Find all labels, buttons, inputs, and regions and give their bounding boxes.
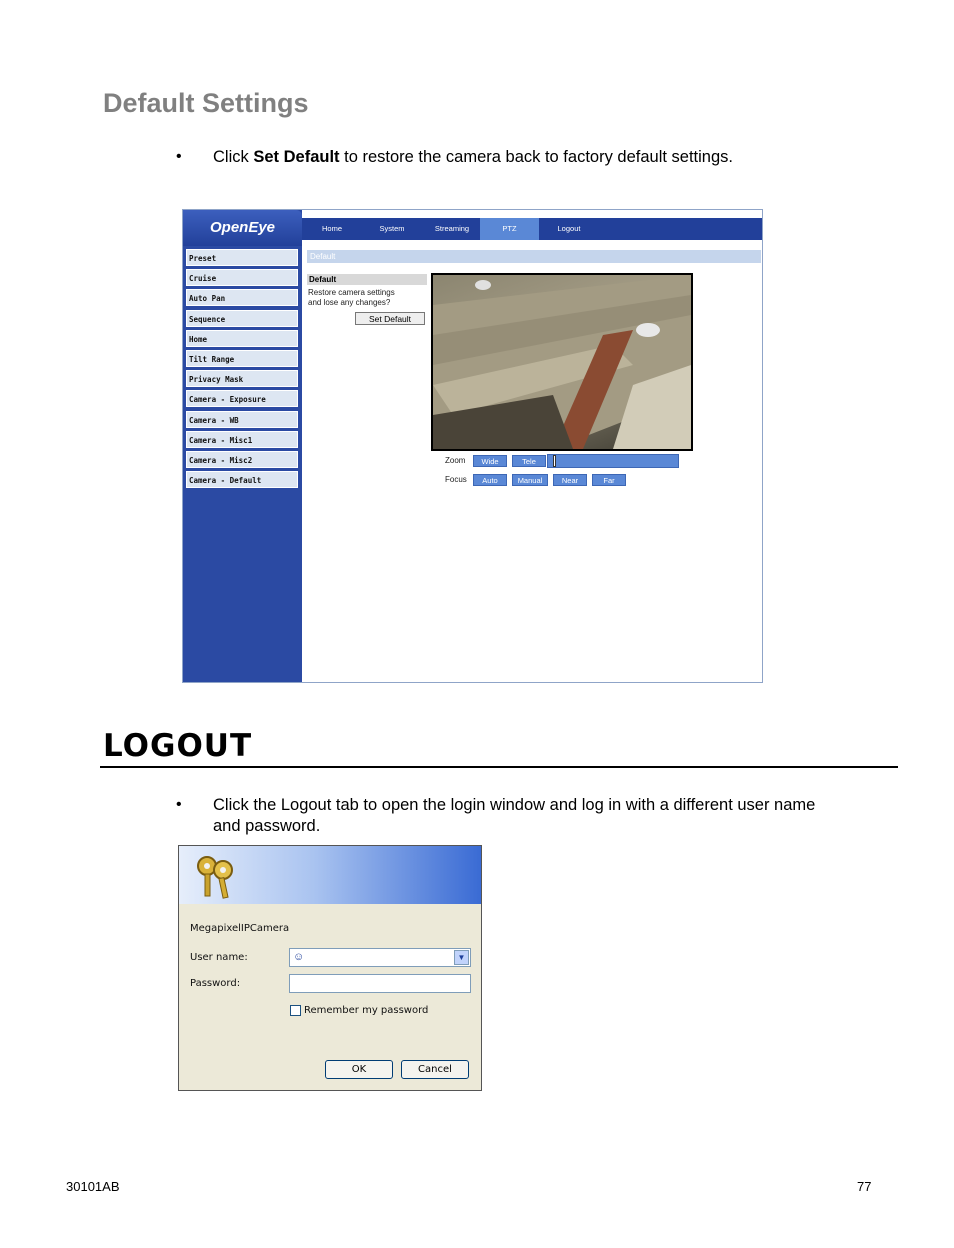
camera-web-ui-screenshot [182,209,763,683]
bullet-suffix: to restore the camera back to factory default settings. [339,148,733,166]
bullet-text-logout [213,795,903,837]
bullet-icon: • [176,148,182,165]
camera-video-feed [431,273,693,451]
ptz-menu [186,249,300,491]
tab-logout[interactable]: Logout [557,224,581,233]
cancel-button[interactable]: Cancel [401,1060,469,1079]
menu-item-camera-misc2[interactable]: Camera - Misc2 [186,451,298,468]
remember-checkbox[interactable] [290,1005,301,1016]
menu-item-tilt-range[interactable]: Tilt Range [186,350,298,367]
zoom-wide-button[interactable]: Wide [473,455,507,467]
focus-auto-button[interactable]: Auto [473,474,507,486]
zoom-slider[interactable] [547,454,679,468]
openeye-logo: OpenEye [183,210,302,246]
menu-item-camera-exposure[interactable]: Camera - Exposure [186,390,298,407]
zoom-tele-button[interactable]: Tele [512,455,546,467]
menu-item-camera-wb[interactable]: Camera - WB [186,411,298,428]
zoom-slider-handle[interactable] [553,455,556,467]
password-field[interactable] [289,974,471,993]
footer-page-number: 77 [857,1179,872,1194]
footer-doc-id: 30101AB [66,1179,120,1194]
focus-near-button[interactable]: Near [553,474,587,486]
default-box-title: Default [307,274,427,285]
username-field[interactable] [289,948,471,967]
menu-item-auto-pan[interactable]: Auto Pan [186,289,298,306]
tab-ptz[interactable]: PTZ [480,218,539,240]
password-label: Password: [190,978,241,989]
menu-item-cruise[interactable]: Cruise [186,269,298,286]
focus-manual-button[interactable]: Manual [512,474,548,486]
bullet-bold-set-default: Set Default [253,148,340,166]
keys-icon [193,852,241,900]
focus-far-button[interactable]: Far [592,474,626,486]
menu-item-camera-default[interactable]: Camera - Default [186,471,298,488]
menu-item-privacy-mask[interactable]: Privacy Mask [186,370,298,387]
dialog-realm: MegapixelIPCamera [190,923,290,934]
default-box-text [308,288,428,308]
camera-nav-bar [302,218,762,240]
remember-label[interactable]: Remember my password [304,1005,429,1016]
bullet-prefix: Click [213,148,254,166]
section-title-default-settings: Default Settings [103,88,309,118]
chevron-down-icon[interactable]: ▼ [454,950,469,965]
zoom-label: Zoom [445,456,466,465]
tab-system[interactable]: System [379,224,405,233]
menu-item-sequence[interactable]: Sequence [186,310,298,327]
default-box-line1: Restore camera settings [308,288,395,297]
focus-label: Focus [445,475,467,484]
bullet-logout-line1: Click the Logout tab to open the login window and log in with a different user name [213,796,816,814]
default-box-line2: and lose any changes? [308,298,391,307]
section-title-logout: LOGOUT [103,728,253,764]
bullet-icon: • [176,796,182,813]
login-dialog-screenshot [178,845,482,1091]
video-scene-graphic [433,275,691,449]
set-default-button[interactable]: Set Default [355,312,425,325]
user-icon: ☺ [293,951,305,963]
tab-streaming[interactable]: Streaming [434,224,470,233]
bullet-text-set-default [213,147,733,168]
menu-item-home[interactable]: Home [186,330,298,347]
bullet-logout-line2: and password. [213,817,321,835]
dialog-banner [179,846,481,904]
content-header: Default [307,250,761,263]
tab-home[interactable]: Home [321,224,342,233]
username-label: User name: [190,952,248,963]
section-divider [100,766,898,768]
menu-item-camera-misc1[interactable]: Camera - Misc1 [186,431,298,448]
menu-item-preset[interactable]: Preset [186,249,298,266]
ok-button[interactable]: OK [325,1060,393,1079]
